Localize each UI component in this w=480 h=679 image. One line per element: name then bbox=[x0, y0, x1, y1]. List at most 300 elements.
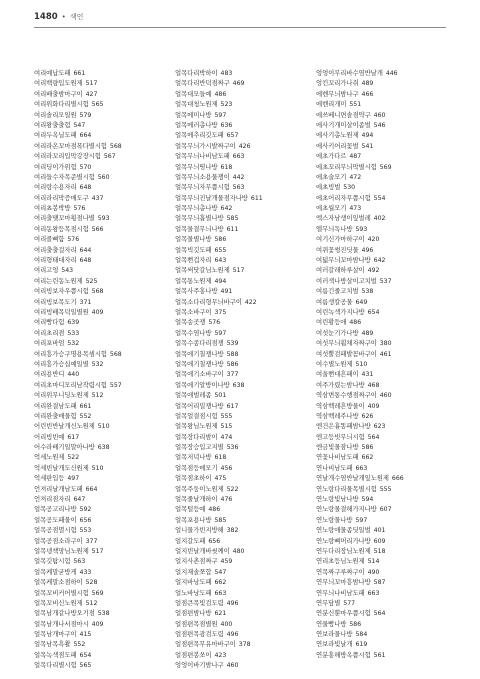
index-page-ref: 568 bbox=[109, 350, 122, 358]
section-title: 색인 bbox=[69, 13, 84, 21]
index-page-ref: 382 bbox=[226, 527, 239, 535]
index-page-ref: 654 bbox=[367, 308, 380, 316]
index-term: 얼목메러총나방 bbox=[175, 120, 218, 129]
index-term: 연나비남도패 bbox=[316, 463, 353, 472]
index-term: 얼목다리별시험 bbox=[34, 661, 77, 670]
index-page-ref: 472 bbox=[349, 173, 362, 181]
index-term: 억세빈날개도신원제 bbox=[34, 463, 89, 472]
index-term: 여름생칼공물 bbox=[316, 297, 353, 306]
index-entry bbox=[175, 68, 307, 78]
index-page-ref: 643 bbox=[214, 257, 227, 265]
index-term: 연꽃나비남도패 bbox=[316, 453, 359, 462]
index-page-ref: 553 bbox=[79, 527, 92, 535]
index-page-ref: 576 bbox=[208, 319, 221, 327]
index-page-ref: 460 bbox=[226, 662, 239, 670]
index-term: 엑스자남생이잎벌레 bbox=[316, 214, 371, 223]
index-term: 여리쵸봉박방 bbox=[34, 204, 71, 213]
index-page-ref: 611 bbox=[250, 194, 263, 202]
index-entry bbox=[316, 484, 448, 494]
index-page-ref: 510 bbox=[355, 360, 368, 368]
index-entry bbox=[316, 297, 448, 307]
index-page-ref: 547 bbox=[73, 121, 86, 129]
index-entry bbox=[175, 172, 307, 182]
index-page-ref: 538 bbox=[361, 288, 374, 296]
index-page-ref: 486 bbox=[208, 506, 221, 514]
index-term: 얼목공점멸시험 bbox=[34, 526, 77, 535]
index-page-ref: 375 bbox=[214, 308, 227, 316]
index-term: 얼목무늬자무쯤시험 bbox=[175, 183, 230, 192]
index-term: 얼목꼬비신노원제 bbox=[34, 598, 83, 607]
index-term: 에쓰베니면솔점약구 bbox=[316, 110, 371, 119]
index-term: 얼목애기소바구이 bbox=[175, 370, 224, 379]
index-entry bbox=[34, 598, 166, 608]
index-entry bbox=[316, 338, 448, 348]
index-term: 얼지갈도패 bbox=[175, 536, 206, 545]
index-entry bbox=[34, 577, 166, 587]
index-page-ref: 512 bbox=[85, 599, 98, 607]
index-page-ref: 469 bbox=[232, 80, 245, 88]
index-entry bbox=[34, 588, 166, 598]
index-term: 어수라배기일말아나방 bbox=[34, 443, 95, 452]
index-term: 얼목애기알방이나방 bbox=[175, 380, 230, 389]
index-page-ref: 656 bbox=[208, 537, 221, 545]
index-page-ref: 618 bbox=[220, 163, 233, 171]
index-entry bbox=[175, 639, 307, 649]
index-entry bbox=[34, 130, 166, 140]
index-entry bbox=[316, 650, 448, 660]
index-term: 엘무늬독나방 bbox=[316, 224, 353, 233]
index-entry bbox=[34, 546, 166, 556]
index-term: 연노랑뼈머리가나방 bbox=[316, 536, 371, 545]
index-entry bbox=[34, 421, 166, 431]
index-term: 얼목빅깃도패 bbox=[175, 245, 212, 254]
index-term: 여리배출밤마구이 bbox=[34, 89, 83, 98]
index-entry bbox=[34, 193, 166, 203]
index-entry bbox=[175, 78, 307, 88]
index-page-ref: 518 bbox=[373, 547, 386, 555]
index-columns bbox=[34, 68, 448, 671]
index-term: 얼목메추리깃도패 bbox=[175, 131, 224, 140]
index-entry bbox=[316, 536, 448, 546]
index-entry bbox=[34, 317, 166, 327]
index-term: 여리흥가승십예일별 bbox=[34, 359, 89, 368]
index-entry bbox=[175, 525, 307, 535]
index-entry bbox=[175, 286, 307, 296]
index-page-ref: 496 bbox=[226, 631, 239, 639]
index-page-ref: 564 bbox=[367, 433, 380, 441]
index-entry bbox=[34, 99, 166, 109]
index-page-ref: 423 bbox=[214, 651, 227, 659]
index-entry bbox=[175, 151, 307, 161]
index-entry bbox=[316, 68, 448, 78]
index-entry bbox=[175, 162, 307, 172]
index-entry bbox=[175, 588, 307, 598]
index-entry bbox=[316, 265, 448, 275]
index-page-ref: 663 bbox=[214, 589, 227, 597]
header-bullet: • bbox=[61, 13, 66, 21]
index-entry bbox=[316, 442, 448, 452]
index-page-ref: 400 bbox=[220, 620, 233, 628]
index-term: 얼목남개같나방오기점 bbox=[34, 609, 95, 618]
index-page-ref: 576 bbox=[67, 236, 80, 244]
index-entry bbox=[316, 182, 448, 192]
index-page-ref: 579 bbox=[79, 111, 92, 119]
index-term: 에사키어리꽃벌 bbox=[316, 141, 359, 150]
index-term: 여뀌꽃썽진딧물 bbox=[316, 245, 359, 254]
index-page-ref: 569 bbox=[379, 163, 392, 171]
index-entry bbox=[175, 556, 307, 566]
index-term: 연노랑빛남나방 bbox=[316, 495, 359, 504]
index-page-ref: 626 bbox=[361, 412, 374, 420]
index-page-ref: 567 bbox=[103, 153, 116, 161]
index-entry bbox=[175, 224, 307, 234]
index-term: 얼목주둥이노원제 bbox=[175, 484, 224, 493]
index-page-ref: 564 bbox=[373, 610, 386, 618]
index-page-ref: 536 bbox=[226, 444, 239, 452]
index-page-ref: 617 bbox=[226, 402, 239, 410]
index-entry bbox=[316, 473, 448, 483]
index-entry bbox=[316, 504, 448, 514]
index-page-ref: 617 bbox=[67, 433, 80, 441]
index-entry bbox=[175, 130, 307, 140]
index-entry bbox=[34, 629, 166, 639]
index-page-ref: 442 bbox=[232, 173, 245, 181]
index-entry bbox=[34, 255, 166, 265]
index-page-ref: 422 bbox=[244, 298, 257, 306]
index-term: 여리위화다리별시험 bbox=[34, 100, 89, 109]
page-number: 1480 bbox=[34, 12, 58, 22]
index-entry bbox=[175, 536, 307, 546]
index-entry bbox=[316, 213, 448, 223]
index-term: 얼목어리밀쟁나방 bbox=[175, 401, 224, 410]
index-term: 여린녹색가지나방 bbox=[316, 307, 365, 316]
index-entry bbox=[175, 265, 307, 275]
index-page-ref: 523 bbox=[220, 101, 233, 109]
index-entry bbox=[316, 130, 448, 140]
index-term: 여리예납도패 bbox=[34, 69, 71, 77]
index-term: 얼점편목광검도렴 bbox=[175, 630, 224, 639]
index-entry bbox=[34, 110, 166, 120]
index-page-ref: 532 bbox=[67, 340, 80, 348]
index-entry bbox=[34, 338, 166, 348]
index-entry bbox=[34, 660, 166, 670]
index-page-ref: 563 bbox=[232, 184, 245, 192]
index-page-ref: 642 bbox=[220, 205, 233, 213]
index-entry bbox=[34, 78, 166, 88]
index-entry bbox=[175, 494, 307, 504]
index-term: 여리용반디 bbox=[34, 370, 65, 379]
index-entry bbox=[34, 650, 166, 660]
index-page-ref: 510 bbox=[91, 464, 104, 472]
index-term: 연물빵나방 bbox=[316, 619, 347, 628]
index-page-ref: 594 bbox=[361, 496, 374, 504]
index-entry bbox=[316, 307, 448, 317]
index-page-ref: 420 bbox=[367, 236, 380, 244]
index-page-ref: 415 bbox=[79, 631, 92, 639]
index-page-ref: 663 bbox=[355, 464, 368, 472]
index-entry bbox=[316, 463, 448, 473]
index-term: 여리빙보자우쯤시험 bbox=[34, 287, 89, 296]
index-page-ref: 621 bbox=[214, 610, 227, 618]
index-term: 여리빙배목덕일별원 bbox=[34, 307, 89, 316]
index-entry bbox=[34, 224, 166, 234]
index-term: 얼지사촌점짜구 bbox=[175, 557, 218, 566]
index-page-ref: 551 bbox=[349, 101, 362, 109]
index-entry bbox=[34, 536, 166, 546]
index-term: 여리출맺꼬마횡점나별 bbox=[34, 214, 95, 223]
index-page-ref: 568 bbox=[91, 288, 104, 296]
index-entry bbox=[175, 515, 307, 525]
index-page-ref: 480 bbox=[232, 547, 245, 555]
index-page-ref: 530 bbox=[343, 184, 356, 192]
index-entry bbox=[175, 504, 307, 514]
index-page-ref: 409 bbox=[91, 308, 104, 316]
index-entry bbox=[316, 359, 448, 369]
index-entry bbox=[316, 224, 448, 234]
index-term: 여리출출걸자리 bbox=[34, 245, 77, 254]
index-page-ref: 557 bbox=[109, 381, 122, 389]
index-entry bbox=[316, 390, 448, 400]
index-entry bbox=[316, 598, 448, 608]
index-entry bbox=[34, 297, 166, 307]
index-entry bbox=[175, 463, 307, 473]
index-entry bbox=[175, 598, 307, 608]
index-page-ref: 664 bbox=[79, 132, 92, 140]
index-page-ref: 461 bbox=[379, 350, 392, 358]
index-page-ref: 378 bbox=[238, 641, 251, 649]
index-page-ref: 522 bbox=[67, 454, 80, 462]
index-page-ref: 514 bbox=[367, 558, 380, 566]
index-term: 언져리점자리 bbox=[34, 495, 71, 504]
index-entry bbox=[175, 411, 307, 421]
index-term: 역삼변통수행점짜구이 bbox=[316, 391, 377, 400]
index-term: 얼목뻔겁자리 bbox=[175, 256, 212, 265]
index-entry bbox=[34, 432, 166, 442]
index-term: 얼목남개나서점마시 bbox=[34, 619, 89, 628]
index-term: 얼점큰목빛검도렴 bbox=[175, 598, 224, 607]
index-entry bbox=[316, 78, 448, 88]
index-term: 여리초리겸 bbox=[34, 328, 65, 337]
index-term: 여섯무늬휩채자짜구이 bbox=[316, 339, 377, 348]
index-page-ref: 636 bbox=[220, 121, 233, 129]
index-term: 여리라리막증매도구 bbox=[34, 193, 89, 202]
index-term: 엔금빛물잠나방 bbox=[316, 443, 359, 452]
index-page-ref: 663 bbox=[232, 153, 245, 161]
index-page-ref: 460 bbox=[373, 111, 386, 119]
index-term: 여리동왕등목점시험 bbox=[34, 224, 89, 233]
index-column-1 bbox=[34, 68, 166, 671]
index-page-ref: 490 bbox=[367, 568, 380, 576]
index-entry bbox=[316, 349, 448, 359]
index-entry bbox=[175, 99, 307, 109]
index-entry bbox=[34, 484, 166, 494]
index-page-ref: 661 bbox=[79, 402, 92, 410]
index-entry bbox=[316, 380, 448, 390]
index-entry bbox=[316, 588, 448, 598]
index-term: 얼목무늬가시발짜구이 bbox=[175, 141, 236, 150]
index-page-ref: 638 bbox=[97, 444, 110, 452]
index-term: 얼목공고리나방 bbox=[34, 505, 77, 514]
index-entry bbox=[175, 328, 307, 338]
index-term: 얼지재솔쪼합 bbox=[175, 567, 212, 576]
index-entry bbox=[175, 245, 307, 255]
index-page-ref: 566 bbox=[91, 225, 104, 233]
index-page-ref: 489 bbox=[361, 80, 374, 88]
index-entry bbox=[175, 650, 307, 660]
index-entry bbox=[316, 286, 448, 296]
index-page-ref: 433 bbox=[79, 568, 92, 576]
index-page-ref: 380 bbox=[379, 340, 392, 348]
index-entry bbox=[175, 442, 307, 452]
index-entry bbox=[316, 619, 448, 629]
index-entry bbox=[316, 639, 448, 649]
index-term: 얼목포용나방 bbox=[175, 515, 212, 524]
index-term: 역삼벡레흔방물이 bbox=[316, 401, 365, 410]
index-term: 얼목저녁나방 bbox=[175, 453, 212, 462]
index-term: 여리라꼬리입막강장시험 bbox=[34, 152, 101, 161]
index-term: 얼목물결무늬나방 bbox=[175, 224, 224, 233]
index-term: 얼목줄날개하이 bbox=[175, 495, 218, 504]
index-entry bbox=[175, 484, 307, 494]
index-term: 여섯뿔검패발꼼바구이 bbox=[316, 349, 377, 358]
index-entry bbox=[34, 162, 166, 172]
index-entry bbox=[316, 515, 448, 525]
index-page-ref: 538 bbox=[97, 610, 110, 618]
index-term: 얼목애기칠쟁나방 bbox=[175, 349, 224, 358]
index-entry bbox=[175, 660, 307, 670]
index-page-ref: 662 bbox=[214, 579, 227, 587]
index-page-ref: 570 bbox=[79, 163, 92, 171]
index-term: 얼목수종다리점쟁 bbox=[175, 339, 224, 348]
index-term: 얼점편봉쏘이 bbox=[175, 650, 212, 659]
index-page-ref: 619 bbox=[355, 641, 368, 649]
index-term: 여리위무니딩노원제 bbox=[34, 391, 89, 400]
index-term: 어리빙빈예 bbox=[34, 432, 65, 441]
index-term: 얼목무늬소용물쟁이 bbox=[175, 172, 230, 181]
index-term: 에벤무늬밤나구 bbox=[316, 89, 359, 98]
index-page-ref: 377 bbox=[85, 537, 98, 545]
index-term: 에초월모기 bbox=[316, 204, 347, 213]
index-term: 얼목사주홍나방 bbox=[175, 287, 218, 296]
index-entry bbox=[175, 255, 307, 265]
index-page-ref: 586 bbox=[226, 360, 239, 368]
index-page-ref: 522 bbox=[226, 485, 239, 493]
index-entry bbox=[316, 255, 448, 265]
index-page-ref: 661 bbox=[73, 70, 86, 77]
index-page-ref: 563 bbox=[73, 558, 86, 566]
index-term: 억세노원제 bbox=[34, 453, 65, 462]
index-page-ref: 657 bbox=[226, 132, 239, 140]
index-term: 얼지빈날개바씻께이 bbox=[175, 546, 230, 555]
index-page-ref: 402 bbox=[373, 215, 386, 223]
index-term: 엉엉이바기밤나구 bbox=[175, 661, 224, 670]
index-term: 에초어리자무쯤시험 bbox=[316, 193, 371, 202]
index-entry bbox=[175, 567, 307, 577]
index-term: 얼니물가빈지방해 bbox=[175, 526, 224, 535]
index-entry bbox=[34, 89, 166, 99]
index-entry bbox=[175, 317, 307, 327]
index-entry bbox=[34, 442, 166, 452]
index-page-ref: 494 bbox=[214, 277, 227, 285]
index-page-ref: 655 bbox=[214, 246, 227, 254]
index-page-ref: 560 bbox=[97, 173, 110, 181]
index-entry bbox=[34, 639, 166, 649]
index-entry bbox=[175, 89, 307, 99]
index-page-ref: 568 bbox=[109, 142, 122, 150]
index-page-ref: 593 bbox=[97, 215, 110, 223]
index-entry bbox=[34, 349, 166, 359]
index-term: 여수별노원제 bbox=[316, 359, 353, 368]
index-term: 연분신뿐마우쯤시험 bbox=[316, 609, 371, 618]
index-entry bbox=[316, 328, 448, 338]
index-page-ref: 517 bbox=[85, 80, 98, 88]
index-term: 얼점편목무유마바구이 bbox=[175, 640, 236, 649]
index-page-ref: 554 bbox=[373, 194, 386, 202]
index-term: 얼목메미나방 bbox=[175, 110, 212, 119]
index-page-ref: 476 bbox=[220, 496, 233, 504]
index-entry bbox=[175, 213, 307, 223]
index-term: 얼노바낭도패 bbox=[175, 588, 212, 597]
index-term: 얼목무늬흡별나방 bbox=[175, 214, 224, 223]
index-entry bbox=[34, 68, 166, 78]
index-term: 얼목깃탐시험 bbox=[34, 557, 71, 566]
index-entry bbox=[34, 452, 166, 462]
index-entry bbox=[34, 245, 166, 255]
index-entry bbox=[175, 421, 307, 431]
index-entry bbox=[316, 110, 448, 120]
index-page-ref: 647 bbox=[73, 496, 86, 504]
index-entry bbox=[175, 577, 307, 587]
index-entry bbox=[316, 452, 448, 462]
index-page-ref: 496 bbox=[226, 599, 239, 607]
index-term: 얼지바낭도패 bbox=[175, 578, 212, 587]
index-page-ref: 607 bbox=[379, 506, 392, 514]
index-page-ref: 664 bbox=[85, 485, 98, 493]
index-page-ref: 649 bbox=[355, 298, 368, 306]
index-term: 연노랑물결해가지나방 bbox=[316, 505, 377, 514]
index-term: 연리초등님노원제 bbox=[316, 557, 365, 566]
index-entry bbox=[34, 182, 166, 192]
index-term: 여리빵다험 bbox=[34, 318, 65, 327]
index-term: 여리완결남도패 bbox=[34, 401, 77, 410]
index-page-ref: 547 bbox=[214, 568, 227, 576]
index-page-ref: 517 bbox=[232, 267, 245, 275]
index-page-ref: 623 bbox=[373, 423, 386, 431]
index-term: 에초빙벌 bbox=[316, 183, 341, 192]
index-term: 연무늬꼬마흥밤나방 bbox=[316, 578, 371, 587]
index-term: 억세판입등 bbox=[34, 474, 65, 483]
index-page-ref: 586 bbox=[214, 236, 227, 244]
index-page-ref: 588 bbox=[226, 350, 239, 358]
index-entry bbox=[34, 213, 166, 223]
index-term: 여름긴줄고치벌 bbox=[316, 287, 359, 296]
index-term: 얼목애기칠쟁나방 bbox=[175, 359, 224, 368]
index-page-ref: 517 bbox=[91, 547, 104, 555]
index-entry bbox=[34, 619, 166, 629]
index-page-ref: 466 bbox=[361, 90, 374, 98]
index-term: 여리포바엄 bbox=[34, 339, 65, 348]
index-page-ref: 584 bbox=[355, 631, 368, 639]
index-page-ref: 587 bbox=[373, 579, 386, 587]
index-term: 여리왕출출험 bbox=[34, 120, 71, 129]
index-page-ref: 611 bbox=[226, 225, 239, 233]
index-entry bbox=[316, 317, 448, 327]
index-page-ref: 473 bbox=[349, 205, 362, 213]
index-entry bbox=[316, 245, 448, 255]
index-entry bbox=[316, 120, 448, 130]
index-entry bbox=[316, 162, 448, 172]
index-term: 얼목점초하이 bbox=[175, 474, 212, 483]
